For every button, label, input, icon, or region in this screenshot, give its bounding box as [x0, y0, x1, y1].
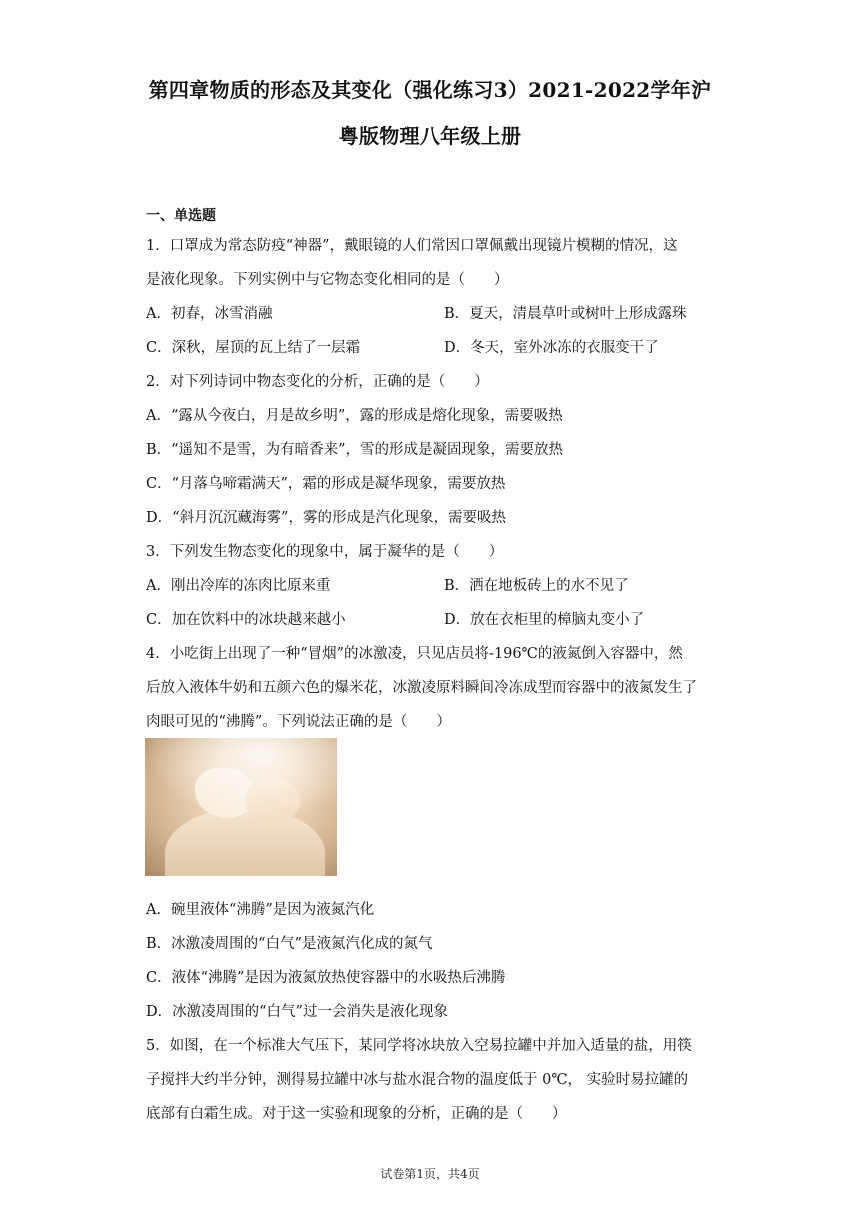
section-heading: 一、单选题	[146, 208, 216, 224]
q2-option-b: B．“遥知不是雪，为有暗香来”，雪的形成是凝固现象，需要放热	[146, 442, 563, 458]
q2-option-a: A．“露从今夜白，月是故乡明”，露的形成是熔化现象，需要吸热	[146, 408, 563, 424]
q4-stem-line1: 4．小吃街上出现了一种“冒烟”的冰激凌，只见店员将-196℃的液氮倒入容器中，然	[146, 646, 683, 662]
q5-stem-line3: 底部有白霜生成。对于这一实验和现象的分析，正确的是（ ）	[146, 1106, 567, 1122]
page-footer: 试卷第1页，共4页	[380, 1167, 480, 1181]
q1-option-b: B．夏天，清晨草叶或树叶上形成露珠	[444, 306, 687, 322]
q4-option-b: B．冰激凌周围的“白气”是液氮汽化成的氮气	[146, 936, 433, 952]
q1-option-d: D．冬天，室外冰冻的衣服变干了	[444, 340, 659, 356]
q3-option-c: C．加在饮料中的冰块越来越小	[146, 612, 346, 628]
page-title-line1: 第四章物质的形态及其变化（强化练习3）2021-2022学年沪	[148, 78, 712, 102]
q3-option-d: D．放在衣柜里的樟脑丸变小了	[444, 612, 645, 628]
white-vapor	[145, 738, 337, 818]
q5-stem-line1: 5．如图，在一个标准大气压下，某同学将冰块放入空易拉罐中并加入适量的盐，用筷	[146, 1038, 692, 1054]
q1-stem-line2: 是液化现象。下列实例中与它物态变化相同的是（ ）	[146, 272, 509, 288]
q1-option-a: A．初春，冰雪消融	[146, 306, 273, 322]
q3-stem: 3．下列发生物态变化的现象中，属于凝华的是（ ）	[146, 544, 504, 560]
cup-shape	[165, 808, 325, 876]
page-title-line2: 粤版物理八年级上册	[338, 124, 522, 148]
q4-option-d: D．冰激凌周围的“白气”过一会消失是液化现象	[146, 1004, 448, 1020]
q2-option-d: D．“斜月沉沉藏海雾”，雾的形成是汽化现象，需要吸热	[146, 510, 506, 526]
q4-option-c: C．液体“沸腾”是因为液氮放热使容器中的水吸热后沸腾	[146, 970, 506, 986]
q1-stem-line1: 1．口罩成为常态防疫“神器”，戴眼镜的人们常因口罩佩戴出现镜片模糊的情况，这	[146, 238, 678, 254]
q2-option-c: C．“月落乌啼霜满天”，霜的形成是凝华现象，需要放热	[146, 476, 506, 492]
q5-stem-line2: 子搅拌大约半分钟，测得易拉罐中冰与盐水混合物的温度低于 0℃， 实验时易拉罐的	[146, 1072, 689, 1088]
q4-option-a: A．碗里液体“沸腾”是因为液氮汽化	[146, 902, 375, 918]
q4-stem-line2: 后放入液体牛奶和五颜六色的爆米花，冰激凌原料瞬间冷冻成型而容器中的液氮发生了	[146, 680, 697, 696]
q3-option-b: B．洒在地板砖上的水不见了	[444, 578, 629, 594]
q1-option-c: C．深秋，屋顶的瓦上结了一层霜	[146, 340, 361, 356]
q2-stem: 2．对下列诗词中物态变化的分析，正确的是（ ）	[146, 374, 489, 390]
ice-cream-photo	[145, 738, 337, 876]
q4-stem-line3: 肉眼可见的“沸腾”。下列说法正确的是（ ）	[146, 714, 451, 730]
q3-option-a: A．刚出冷库的冻肉比原来重	[146, 578, 331, 594]
